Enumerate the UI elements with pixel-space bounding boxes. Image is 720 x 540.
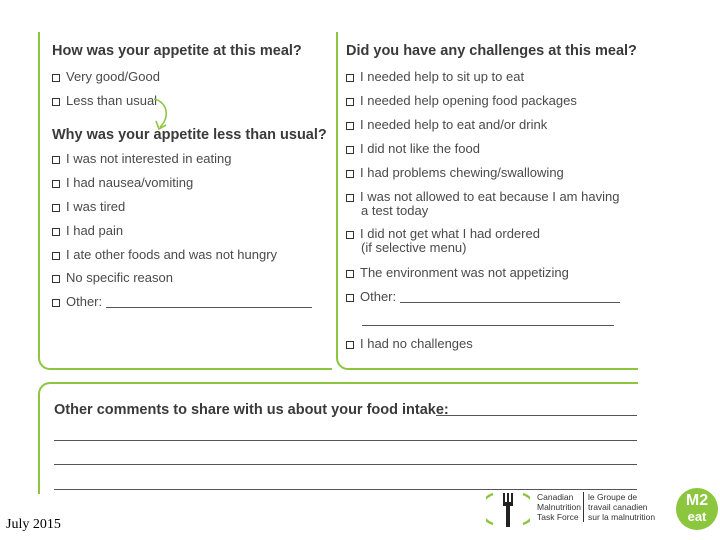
checkbox-icon[interactable] [346,122,354,130]
footer-date: July 2015 [6,517,61,532]
checkbox-icon[interactable] [346,194,354,202]
logo-text-en: Canadian Malnutrition Task Force [537,492,581,522]
reason-option[interactable]: I had nausea/vomiting [52,176,193,190]
reason-option[interactable]: I had pain [52,224,123,238]
checkbox-icon[interactable] [346,146,354,154]
checkbox-icon[interactable] [346,170,354,178]
checkbox-icon[interactable] [52,98,60,106]
checkbox-icon[interactable] [52,275,60,283]
challenge-option[interactable]: The environment was not appetizing [346,266,569,280]
other-write-line[interactable] [400,292,620,303]
other-write-line-2[interactable] [362,325,614,326]
checkbox-icon[interactable] [52,74,60,82]
checkbox-icon[interactable] [346,98,354,106]
challenge-option-continuation: a test today [361,203,429,218]
logo-divider [583,492,584,522]
checkbox-icon[interactable] [52,299,60,307]
other-write-line[interactable] [106,297,312,308]
challenge-option[interactable]: I needed help to eat and/or drink [346,118,547,132]
reason-option[interactable]: I was tired [52,200,125,214]
checkbox-icon[interactable] [52,204,60,212]
challenge-option[interactable]: I needed help opening food packages [346,94,577,108]
checkbox-icon[interactable] [346,270,354,278]
reason-option[interactable]: I was not interested in eating [52,152,232,166]
fork-logo-icon [486,490,530,530]
appetite-heading: How was your appetite at this meal? [52,43,302,59]
checkbox-icon[interactable] [346,231,354,239]
checkbox-icon[interactable] [52,156,60,164]
comment-line-2[interactable] [54,440,637,441]
reason-option[interactable]: I ate other foods and was not hungry [52,248,277,262]
appetite-option-good[interactable]: Very good/Good [52,70,160,84]
checkbox-icon[interactable] [346,294,354,302]
comments-label: Other comments to share with us about your food intake: [54,402,449,418]
challenge-option[interactable]: I was not allowed to eat because I am having [346,190,619,204]
checkbox-icon[interactable] [346,341,354,349]
appetite-option-less[interactable]: Less than usual [52,94,157,108]
challenge-option[interactable]: I did not get what I had ordered [346,227,540,241]
challenge-option[interactable]: I did not like the food [346,142,480,156]
challenge-option[interactable]: I had problems chewing/swallowing [346,166,564,180]
checkbox-icon[interactable] [52,180,60,188]
challenge-option[interactable]: I needed help to sit up to eat [346,70,524,84]
comment-line-3[interactable] [54,464,637,465]
comment-line-4[interactable] [54,489,637,490]
challenge-option-continuation: (if selective menu) [361,240,467,255]
comment-line-1[interactable] [436,415,637,416]
challenge-option[interactable]: I had no challenges [346,337,473,351]
challenge-option-other[interactable]: Other: [346,290,620,304]
reason-option-other[interactable]: Other: [52,295,312,309]
logo-text-fr: le Groupe de travail canadien sur la malnutrition [588,492,656,522]
m2eat-logo: M2 eat [676,488,718,530]
checkbox-icon[interactable] [52,228,60,236]
reason-option[interactable]: No specific reason [52,271,173,285]
checkbox-icon[interactable] [52,252,60,260]
checkbox-icon[interactable] [346,74,354,82]
reason-heading: Why was your appetite less than usual? [52,127,327,143]
comments-panel [38,382,638,494]
challenges-heading: Did you have any challenges at this meal? [346,43,637,59]
